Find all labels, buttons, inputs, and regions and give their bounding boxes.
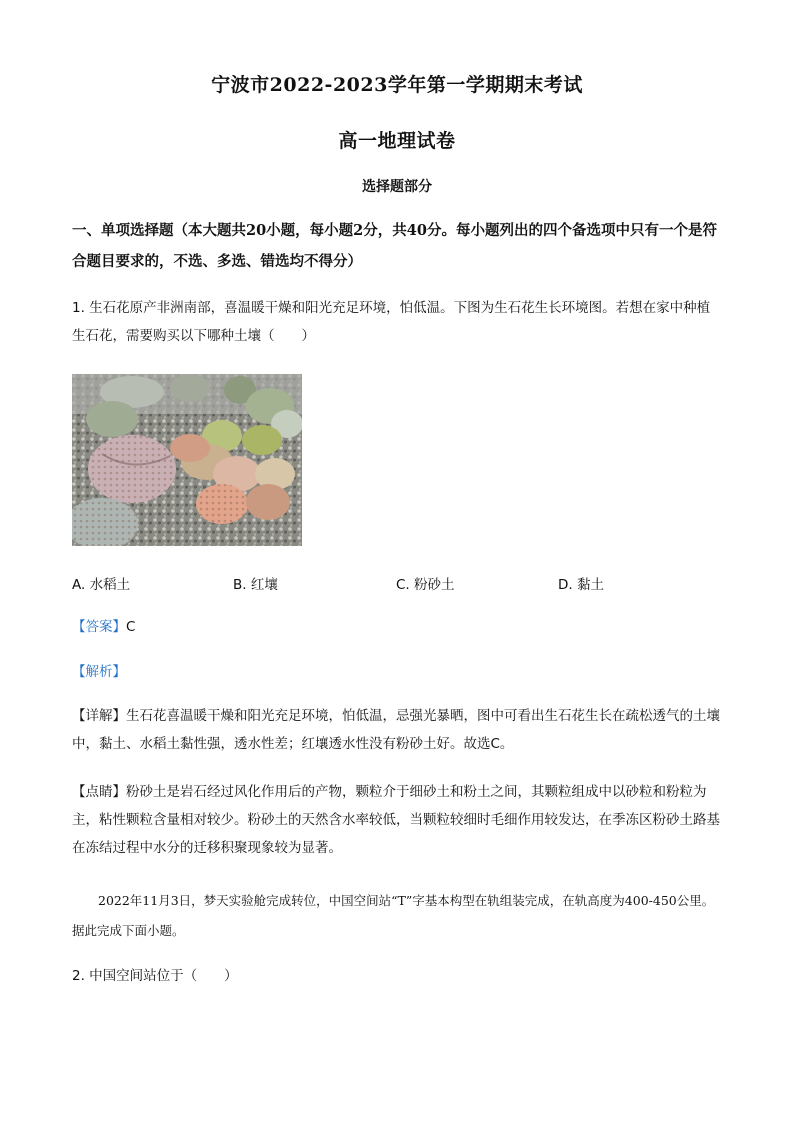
- option-a[interactable]: A. 水稻土: [72, 577, 131, 593]
- question-1-stem: 1. 生石花原产非洲南部，喜温暖干燥和阳光充足环境，怕低温。下图为生石花生长环境图。若想在家中种植生石花，需要购买以下哪种土壤（ ）: [72, 300, 711, 344]
- lithops-photo: [72, 374, 302, 546]
- exam-title: 宁波市2022-2023学年第一学期期末考试: [211, 74, 583, 96]
- question-1-options: [72, 573, 722, 597]
- part1-heading: 一、单项选择题（本大题共20小题，每小题2分，共40分。每小题列出的四个备选项中只有一个是符合题目要求的，不选、多选、错选均不得分）: [72, 222, 717, 270]
- exam-subtitle: 高一地理试卷: [338, 130, 456, 152]
- detail-text: 生石花喜温暖干燥和阳光充足环境，怕低温，忌强光暴晒，图中可看出生石花生长在疏松透气的土壤中，黏土、水稻土黏性强，透水性差；红壤透水性没有粉砂土好。故选C。: [72, 708, 720, 752]
- note-tag: 【点睛】: [72, 784, 126, 800]
- answer-value: C: [126, 619, 136, 635]
- section-title: 选择题部分: [362, 179, 432, 195]
- answer-tag: 【答案】: [72, 619, 126, 635]
- detail-paragraph: [72, 702, 722, 758]
- story-passage: 2022年11月3日，梦天实验舱完成转位，中国空间站“T”字基本构型在轨组装完成，在轨高度为400-450公里。据此完成下面小题。: [72, 893, 715, 938]
- analysis-tag: 【解析】: [72, 664, 126, 680]
- question-2-stem: 2. 中国空间站位于（ ）: [72, 968, 238, 984]
- option-c[interactable]: C. 粉砂土: [396, 577, 455, 593]
- detail-tag: 【详解】: [72, 708, 126, 724]
- option-d[interactable]: D. 黏土: [558, 577, 604, 593]
- note-paragraph: [72, 778, 722, 862]
- analysis-line: [72, 658, 722, 686]
- note-text: 粉砂土是岩石经过风化作用后的产物，颗粒介于细砂土和粉土之间，其颗粒组成中以砂粒和粉粒为主，粘性颗粒含量相对较少。粉砂土的天然含水率较低，当颗粒较细时毛细作用较发达，在季冻区粉砂土路基在冻结过程中水分的迁移积聚现象较为显著。: [72, 784, 720, 856]
- answer-line: [72, 613, 722, 641]
- option-b[interactable]: B. 红壤: [233, 577, 278, 593]
